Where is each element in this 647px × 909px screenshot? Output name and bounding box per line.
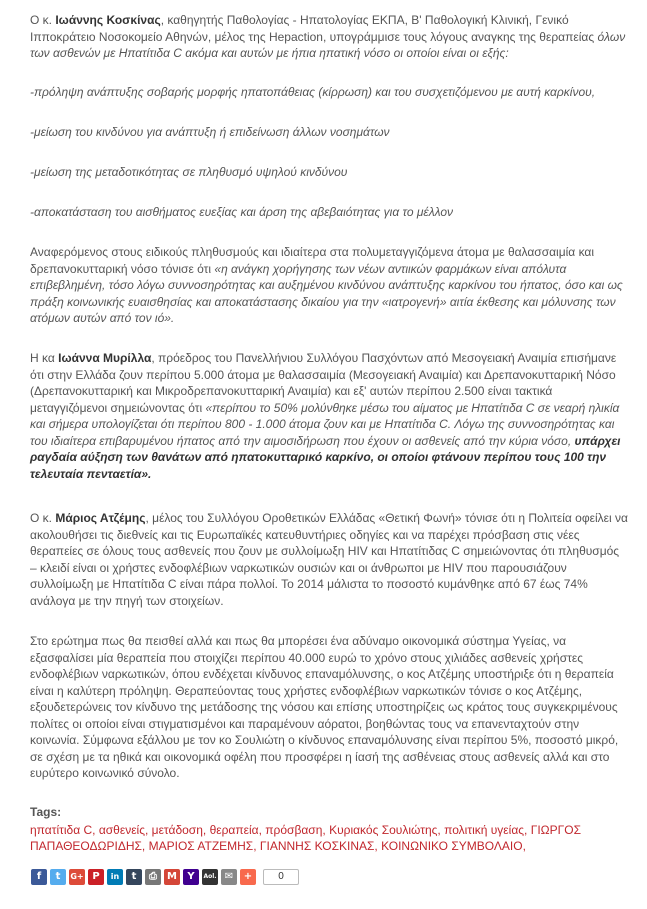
tag-link[interactable]: πρόσβαση,	[265, 823, 326, 837]
paragraph-special-populations	[30, 244, 628, 327]
paragraph-atzemis	[30, 510, 628, 609]
tag-link[interactable]: θεραπεία,	[209, 823, 262, 837]
quote: όλων των ασθενών με Ηπατίτιδα C ακόμα και αυτών με ήπια ηπατική νόσο οι οποίοι είναι οι εξής:	[30, 29, 626, 60]
text: Ο κ.	[30, 511, 56, 525]
twitter-share-icon[interactable]: t	[50, 869, 66, 885]
text: Αναφερόμενος στους ειδικούς πληθυσμούς και ιδιαίτερα στα πολυμεταγγιζόμενα άτομα με θαλασσαιμία και δρεπανοκυτταρική νόσο τόνισε ότι	[30, 245, 595, 276]
bullet-item: -μείωση της μεταδοτικότητας σε πληθυσμό υψηλού κινδύνου	[30, 165, 348, 179]
linkedin-share-icon[interactable]: in	[107, 869, 123, 885]
text: , καθηγητής Παθολογίας - Ηπατολογίας ΕΚΠΑ, Β' Παθολογική Κλινική, Γενικό Ιπποκράτειο Νοσοκομείο Αθηνών, μέλος της Hepaction, υπογράμμισε τους λόγους αναγκης της θεραπείας	[30, 13, 598, 44]
print-share-icon[interactable]: ⎙	[145, 869, 161, 885]
bullet-item: -μείωση του κινδύνου για ανάπτυξη ή επιδείνωση άλλων νοσημάτων	[30, 125, 390, 139]
text: Η κα	[30, 351, 59, 365]
paragraph-cost-question	[30, 633, 628, 782]
share-bar	[31, 869, 299, 885]
tag-link[interactable]: πολιτική υγείας,	[444, 823, 528, 837]
tag-link[interactable]: ΜΑΡΙΟΣ ΑΤΖΕΜΗΣ,	[148, 839, 257, 853]
tag-link[interactable]: ΓΙΑΝΝΗΣ ΚΟΣΚΙΝΑΣ,	[259, 839, 378, 853]
text: Ο κ.	[30, 13, 56, 27]
quote: «περίπου το 50% μολύνθηκε μέσω του αίματος με Ηπατίτιδα C σε νεαρή ηλικία και σήμερα υπολογίζεται ότι περίπου 800 - 1.000 άτομα ζουν και με Ηπατίτιδα C. Λόγω της συννοσηρότητας και του ιδιαίτερα επιβαρυμένου ήπατος από την αιμοσιδήρωση που έχουν οι ασθενείς από την κύρια νόσο,	[30, 400, 620, 448]
email-share-icon[interactable]: ✉	[221, 869, 237, 885]
facebook-share-icon[interactable]: f	[31, 869, 47, 885]
tags-label: Tags:	[30, 805, 62, 819]
google-plus-share-icon[interactable]: G+	[69, 869, 85, 885]
tag-link[interactable]: ΚΟΙΝΩΝΙΚΟ ΣΥΜΒΟΛΑΙΟ,	[381, 839, 526, 853]
person-name: Μάριος Ατζέμης	[55, 511, 146, 525]
paragraph-myrilla	[30, 350, 628, 482]
aol-share-icon[interactable]: Aol.	[202, 869, 218, 885]
bullet-item: -πρόληψη ανάπτυξης σοβαρής μορφής ηπατοπάθειας (κίρρωση) και του συσχετιζόμενου με αυτή καρκίνου,	[30, 85, 596, 99]
tag-link[interactable]: ΓΙΩΡΓΟΣ ΠΑΠΑΘΕΟΔΩΡΙΔΗΣ,	[30, 823, 582, 853]
tag-link[interactable]: μετάδοση,	[151, 823, 207, 837]
text: Στο ερώτημα πως θα πεισθεί αλλά και πως θα μπορέσει ένα αδύναμο οικονομικά σύστημα Υγείας, να εξασφαλίσει μία θεραπεία που στοιχίζει περίπου 40.000 ευρώ το χρόνο στους χιλιάδες ασθενείς χρήστες ενδοφλέβιων ναρκωτικών, όπου ενδέχεται κίνδυνος επαναμόλυνσης, ο κος Ατζέμης υποστήριξε ότι η θεραπεία είναι η καλύτερη πρόληψη. Θεραπεύοντας τους χρήστες ενδοφλέβιων ναρκωτικών τόνισε ο κος Ατζέμης, εξουδετερώνεις τον κίνδυνο της μετάδοσης της νόσου και επίσης υποστηρίζεις ως κράτος τους συγκεκριμένους πολίτες οι οποίοι είναι στιγματισμένοι και παραμένουν αόρατοι, βοηθώντας τους να επανενταχτούν στην κοινωνία. Σύμφωνα εξάλλου με τον κο Σουλιώτη ο κίνδυνος επαναμόλυνσης είναι περίπου 5%, ποσοστό μικρό, σε σχέση με τα ηθικά και οικονομικά οφέλη που προσφέρει η ίασή της ασθένειας στους ασθενείς αλλά και στο ευρύτερο κοινωνικό σύνολο.	[30, 634, 619, 780]
share-counter: 0	[263, 869, 299, 885]
tag-link[interactable]: ασθενείς,	[98, 823, 149, 837]
person-name: Ιωάννα Μυρίλλα	[58, 351, 152, 365]
text: , μέλος του Συλλόγου Οροθετικών Ελλάδας «Θετική Φωνή» τόνισε ότι η Πολιτεία οφείλει να ακολουθήσει τις διεθνείς και τις Ευρωπαϊκές κατευθυντήριες οδηγίες και να παρέχει πρόσβαση στις νέες θεραπείες σε όλους τους ασθενείς που ζουν με συλλοίμωξη HIV και Ηπατίτιδας C σημειώνοντας ότι πληθυσμός – κλειδί είναι οι χρήστες ενδοφλέβιων ναρκωτικών ουσιών και οι άνθρωποι με HIV που παρουσιάζουν συλλοίμωξη με Ηπατίτιδα C είναι πάρα πολλοί. Το 2014 μάλιστα το ποσοστό κυμάνθηκε από 67 έως 74% ανάλογα με την πηγή των στοιχείων.	[30, 511, 628, 608]
bullet-item: -αποκατάσταση του αισθήματος ευεξίας και άρση της αβεβαιότητας για το μέλλον	[30, 205, 454, 219]
quote: «η ανάγκη χορήγησης των νέων αντιικών φαρμάκων είναι απόλυτα επιβεβλημένη, τόσο λόγω συννοσηρότητας και αυξημένου κινδύνου ανάπτυξης καρκίνου του ήπατος, όσο και ως πράξη κοινωνικής ευαισθησίας και αποκατάστασης δικαίου για την «ιατρογενή» αιτία έκθεσης και μόλυνσης των ατόμων αυτών από τον ιό».	[30, 261, 623, 325]
tag-link[interactable]: ηπατίτιδα C,	[30, 823, 96, 837]
yahoo-share-icon[interactable]: Y	[183, 869, 199, 885]
person-name: Ιωάννης Κοσκίνας	[55, 13, 161, 27]
tag-link[interactable]: Κυριακός Σουλιώτης,	[329, 823, 441, 837]
tags-list	[30, 822, 610, 854]
more-share-icon[interactable]: +	[240, 869, 256, 885]
paragraph-koskinas	[30, 12, 628, 62]
tumblr-share-icon[interactable]: t	[126, 869, 142, 885]
pinterest-share-icon[interactable]: P	[88, 869, 104, 885]
text: , πρόεδρος του Πανελλήνιου Συλλόγου Πασχόντων από Μεσογειακή Αναιμία επισήμανε ότι στην Ελλάδα ζουν περίπου 5.000 άτομα με θαλασσαιμία (Μεσογειακή Αναιμία) και Δρεπανοκυτταρική Νόσο (Δρεπανοκυτταρική και Μικροδρεπανοκυτταρική Αναιμία) και εξ' αυτών περίπου 2.500 είναι τακτικά μεταγγιζόμενοι σημειώνοντας ότι	[30, 351, 617, 415]
gmail-share-icon[interactable]: M	[164, 869, 180, 885]
emphasis: υπάρχει ραγδαία αύξηση των θανάτων από ηπατοκυτταρικό καρκίνο, οι οποίοι φτάνουν περίπου τους 100 την τελευταία πενταετία».	[30, 433, 621, 481]
